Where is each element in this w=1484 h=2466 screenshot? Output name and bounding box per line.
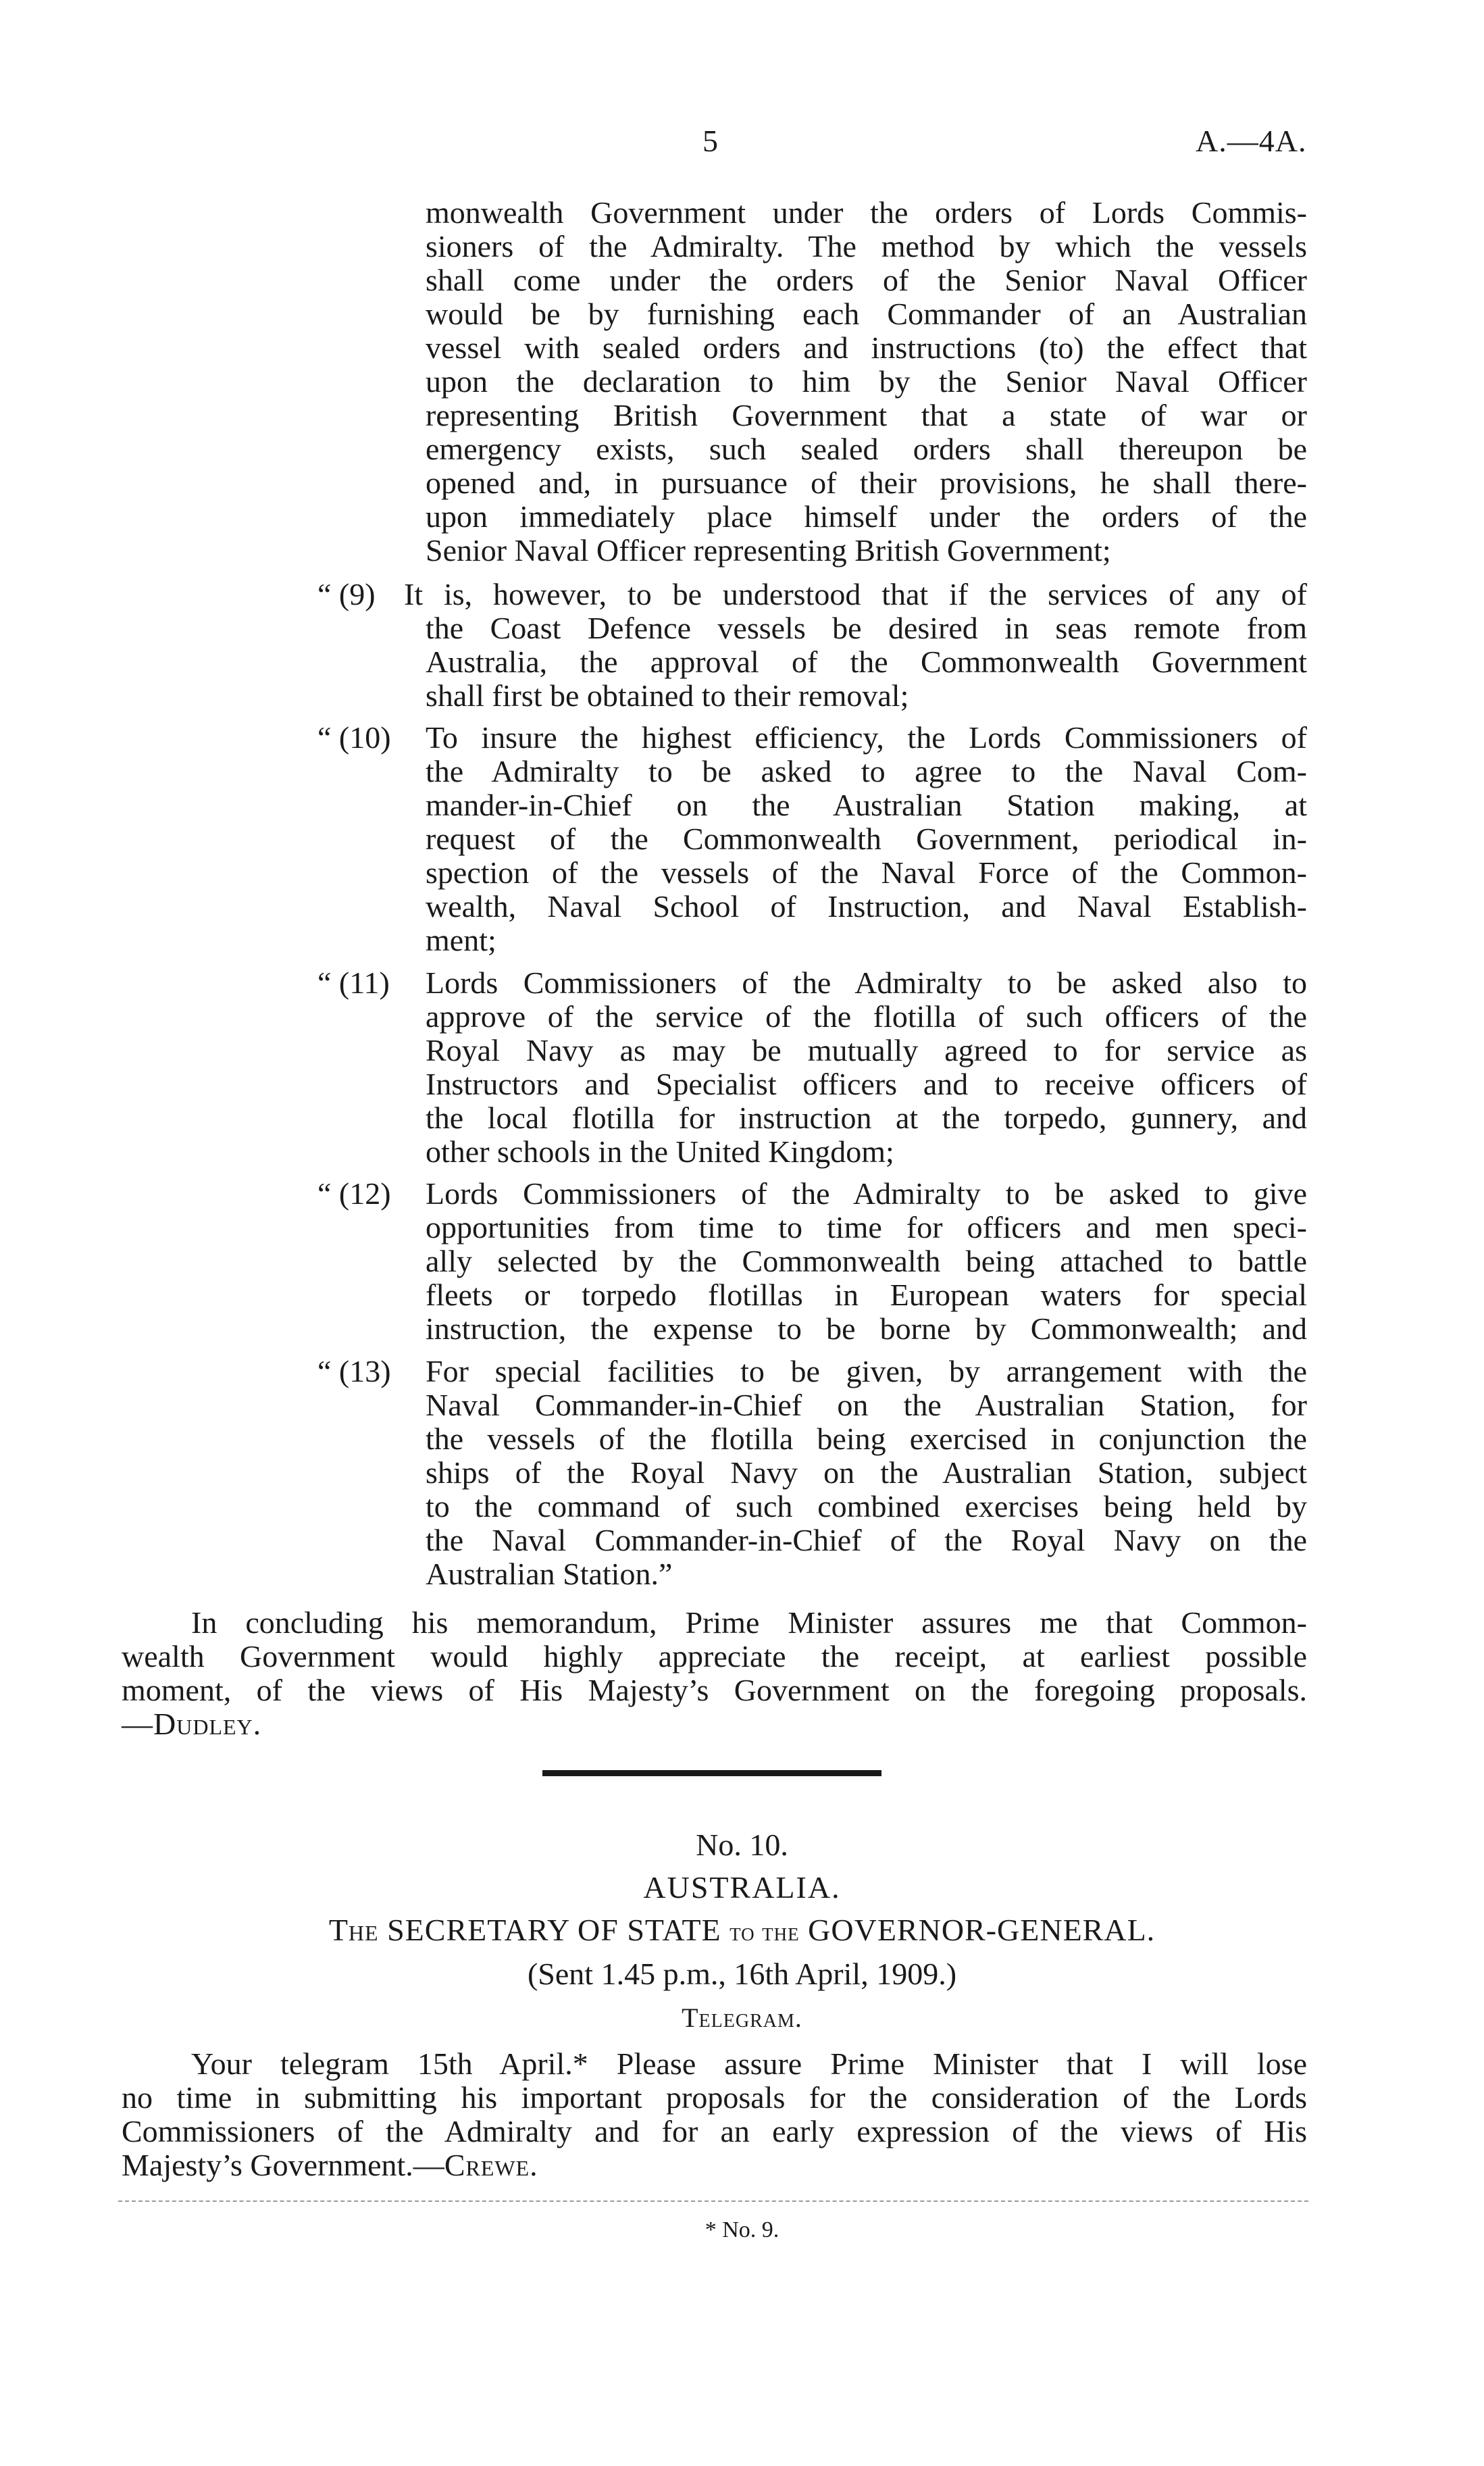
document-heading [0,1913,1484,1950]
text-line: Commissioners of the Admiralty and for an early expression of the views of His [122,2114,1307,2148]
text-line: moment, of the views of His Majesty’s Government on the foregoing proposals. [122,1673,1307,1707]
text-line: the Admiralty to be asked to agree to the Naval Com- [426,754,1307,788]
text-line: Australian Station.” [426,1557,673,1591]
text-line: sioners of the Admiralty. The method by which the vessels [426,229,1307,263]
text-line: ally selected by the Commonwealth being attached to battle [426,1244,1307,1278]
text-line: the local flotilla for instruction at the torpedo, gunnery, and [426,1101,1307,1135]
text-line: To insure the highest efficiency, the Lords Commissioners of [426,720,1307,755]
text-line: upon the declaration to him by the Senior Naval Officer [426,364,1307,399]
text-line: wealth, Naval School of Instruction, and Naval Establish- [426,889,1307,924]
text-line: ment; [426,923,496,957]
text-line: In concluding his memorandum, Prime Minister assures me that Common- [191,1605,1307,1640]
text-line: Your telegram 15th April.* Please assure Prime Minister that I will lose [191,2046,1307,2081]
text-line [122,2148,538,2182]
telegram-last-line: Majesty’s Government.— [122,2148,444,2182]
text-line: emergency exists, such sealed orders shall thereupon be [426,432,1307,466]
text-line: the Coast Defence vessels be desired in seas remote from [426,611,1307,645]
text-line: the vessels of the flotilla being exercised in conjunction the [426,1421,1307,1456]
text-line: opportunities from time to time for officers and men speci- [426,1210,1307,1244]
signature-crewe: Crewe. [444,2148,538,2182]
text-line: Naval Commander-in-Chief on the Australian Station, for [426,1388,1307,1422]
clause-number: “ (11) [317,965,390,1000]
text-line: opened and, in pursuance of their provisions, he shall there- [426,465,1307,500]
signature-dudley: —Dudley. [122,1707,262,1741]
heading-to-word: to the [730,1918,800,1946]
section-divider [542,1770,881,1776]
text-line: request of the Commonwealth Government, periodical in- [426,822,1307,856]
text-line: shall first be obtained to their removal; [426,678,909,713]
clause-number: “ (12) [317,1176,391,1211]
text-line: wealth Government would highly appreciate the receipt, at earliest possible [122,1639,1307,1674]
text-line: mander-in-Chief on the Australian Station making, at [426,788,1307,822]
text-line: representing British Government that a state of war or [426,398,1307,432]
text-line: instruction, the expense to be borne by Commonwealth; and [426,1311,1307,1346]
clause-number: “ (13) [317,1354,391,1388]
text-line: would be by furnishing each Commander of an Australian [426,297,1307,331]
text-line: no time in submitting his important proposals for the consideration of the Lords [122,2080,1307,2115]
page-number: 5 [702,124,718,158]
text-line: to the command of such combined exercises being held by [426,1489,1307,1524]
clause-number: “ (9) [317,577,376,611]
text-line: Lords Commissioners of the Admiralty to be asked also to [426,965,1307,1000]
text-line: Royal Navy as may be mutually agreed to for service as [426,1033,1307,1067]
footnote: * No. 9. [705,2217,779,2242]
paper-reference: A.—4A. [1196,124,1307,158]
text-line: Senior Naval Officer representing British Government; [426,533,1111,568]
clause-number: “ (10) [317,720,391,755]
text-line: It is, however, to be understood that if the services of any of [404,577,1307,611]
text-line: fleets or torpedo flotillas in European waters for special [426,1278,1307,1312]
text-line: other schools in the United Kingdom; [426,1134,894,1169]
text-line: Australia, the approval of the Commonwealth Government [426,645,1307,679]
text-line: approve of the service of the flotilla of such officers of the [426,999,1307,1034]
document-number: No. 10. [696,1828,788,1862]
text-line: upon immediately place himself under the orders of the [426,499,1307,534]
document-kind: Telegram. [682,2003,802,2033]
text-line: For special facilities to be given, by arrangement with the [426,1354,1307,1388]
text-line: spection of the vessels of the Naval Force of the Common- [426,855,1307,890]
text-line: Lords Commissioners of the Admiralty to be asked to give [426,1176,1307,1211]
text-line: shall come under the orders of the Senior Naval Officer [426,263,1307,297]
sent-time: (Sent 1.45 p.m., 16th April, 1909.) [527,1957,957,1991]
heading-the: The [328,1913,379,1947]
footnote-divider [118,2200,1308,2202]
text-line: vessel with sealed orders and instructions (to) the effect that [426,330,1307,365]
text-line: ships of the Royal Navy on the Australian Station, subject [426,1455,1307,1490]
text-line: Instructors and Specialist officers and to receive officers of [426,1067,1307,1101]
heading-from: SECRETARY OF STATE [387,1913,721,1947]
text-line: monwealth Government under the orders of Lords Commis- [426,195,1307,230]
document-place: AUSTRALIA. [643,1870,841,1905]
heading-to: GOVERNOR-GENERAL. [808,1913,1156,1947]
text-line: the Naval Commander-in-Chief of the Royal Navy on the [426,1523,1307,1557]
